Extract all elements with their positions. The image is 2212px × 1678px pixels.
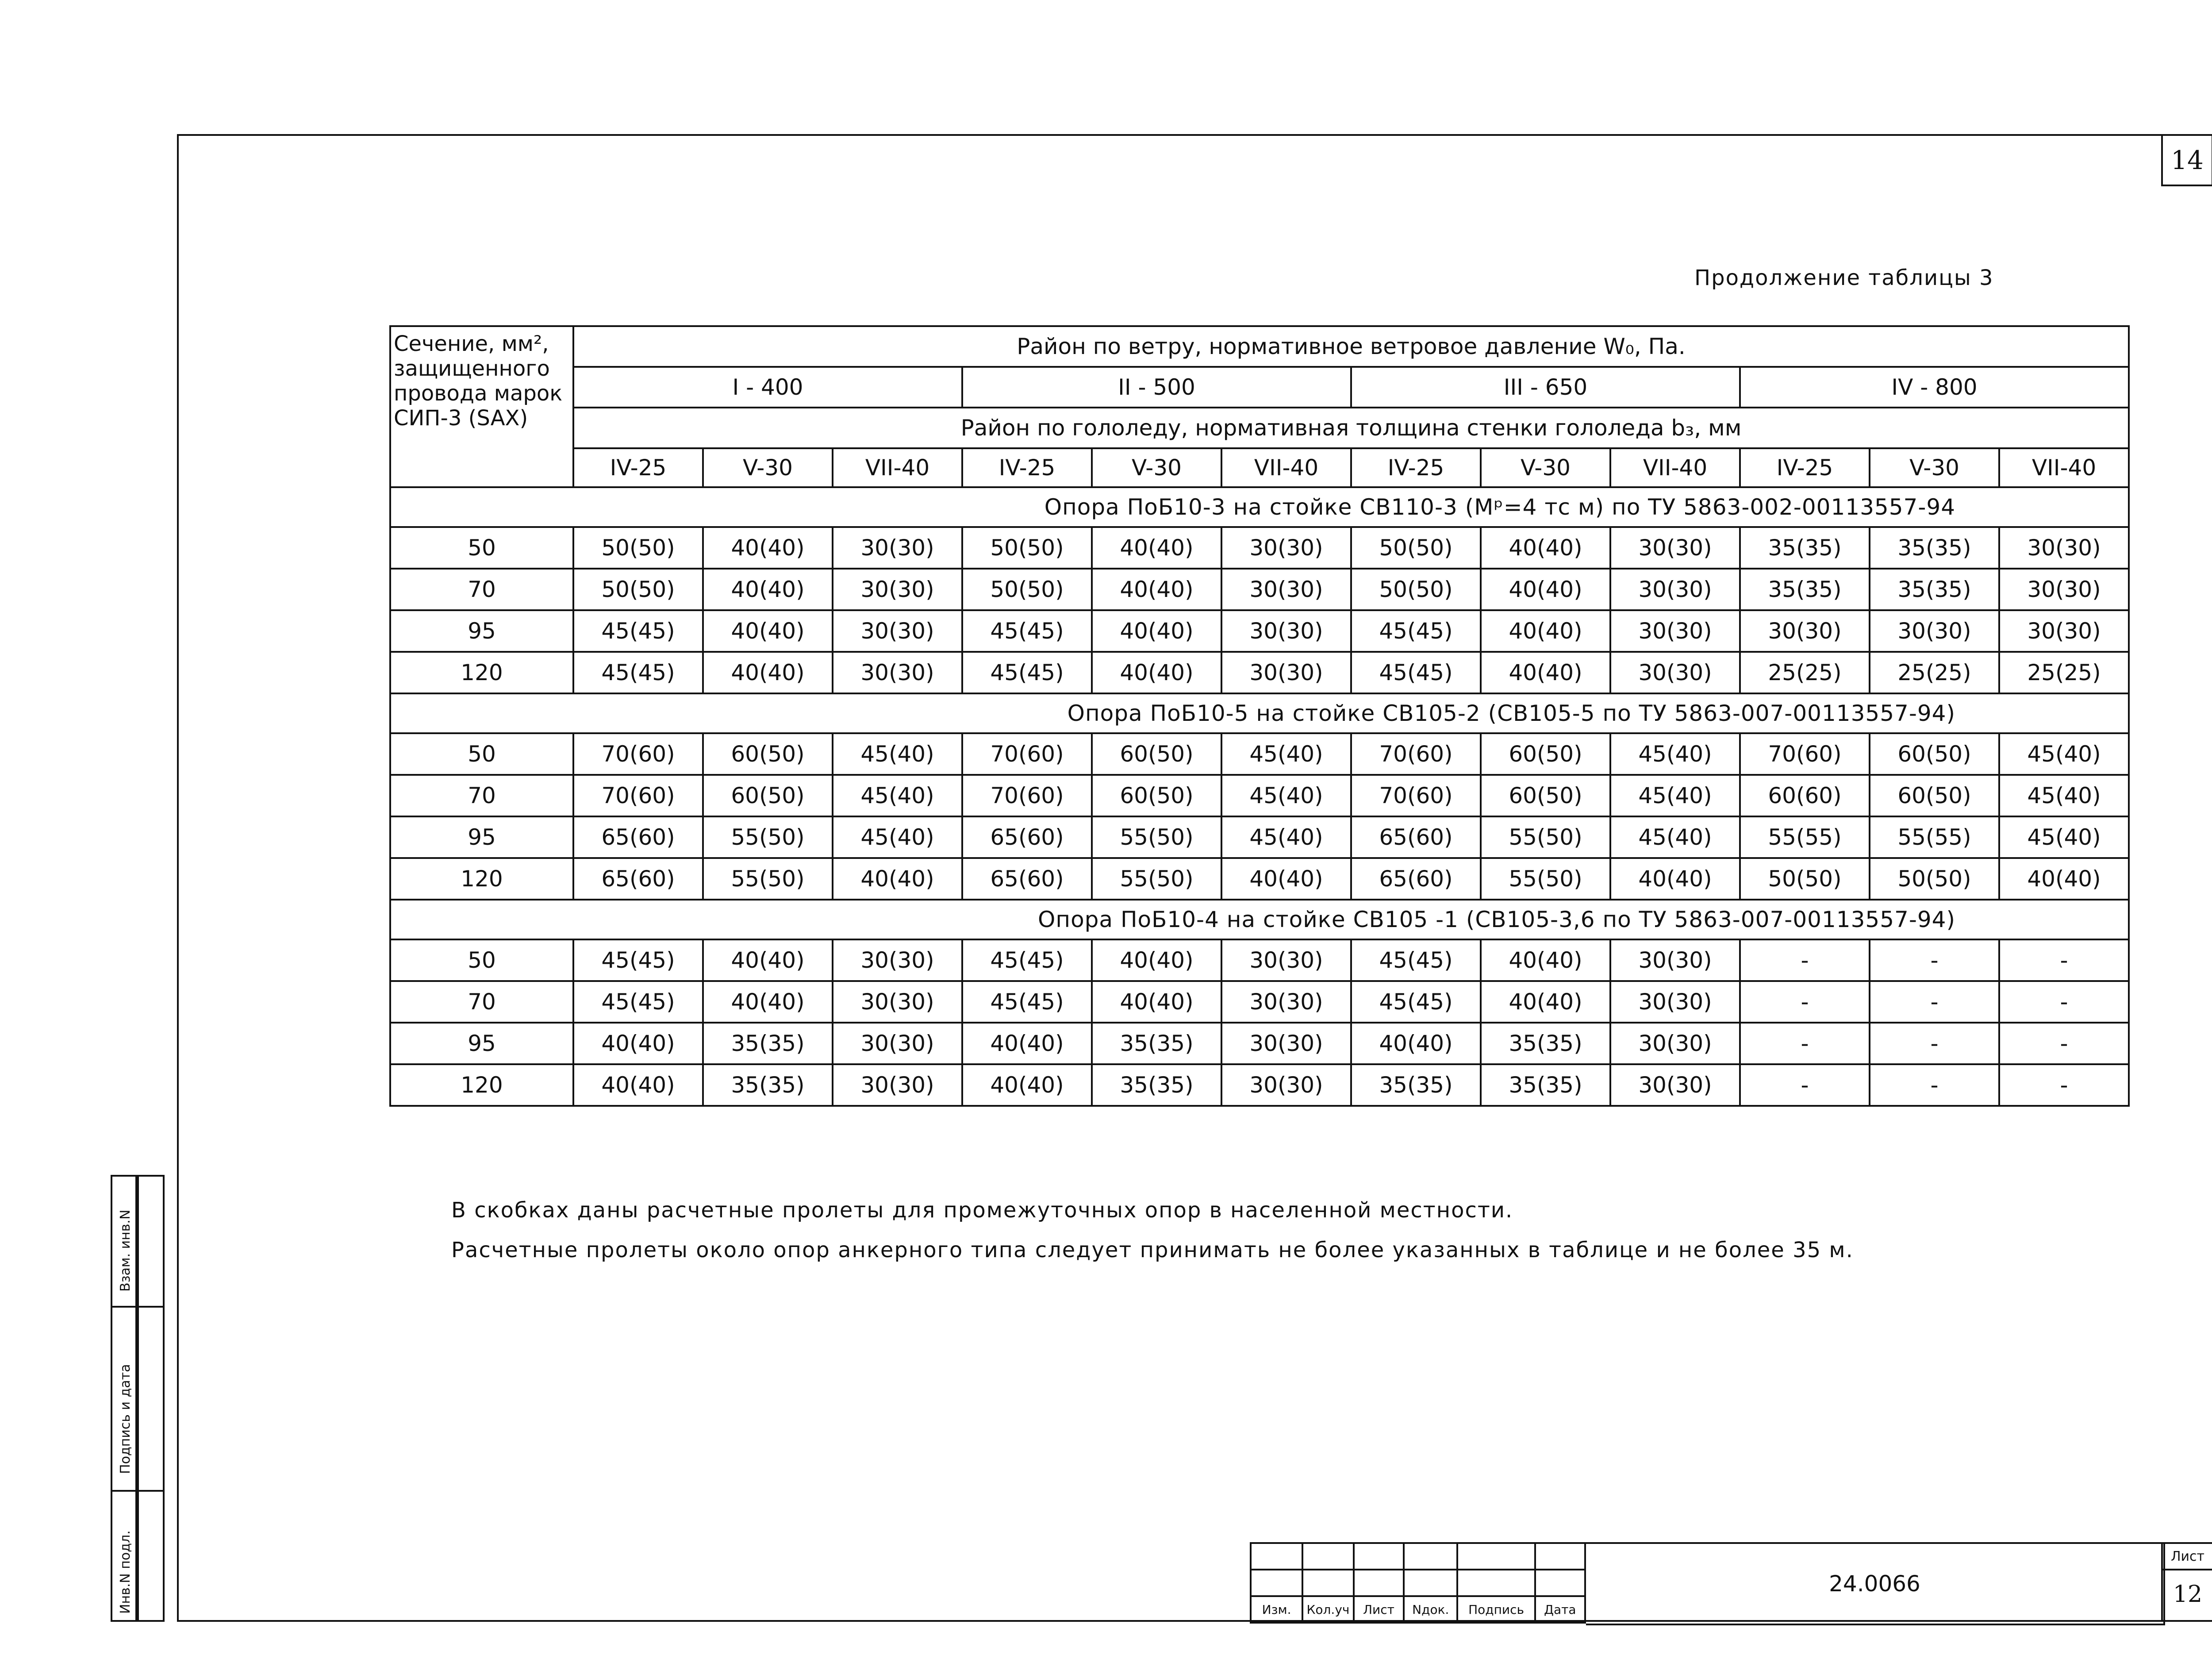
span-value: 35(35) bbox=[1481, 1064, 1610, 1106]
strip-cell bbox=[111, 1306, 137, 1492]
span-value: 40(40) bbox=[703, 652, 833, 693]
table-row bbox=[390, 652, 2129, 693]
span-value: 30(30) bbox=[1221, 1023, 1351, 1064]
support-section-title: Опора ПоБ10-5 на стойке СВ105-2 (СВ105-5 по ТУ 5863-007-00113557-94) bbox=[390, 693, 2129, 733]
span-value: 30(30) bbox=[1610, 527, 1740, 569]
span-value: 45(40) bbox=[1221, 816, 1351, 858]
span-value: 30(30) bbox=[833, 1023, 962, 1064]
span-value: 40(40) bbox=[703, 939, 833, 981]
span-value: 35(35) bbox=[1351, 1064, 1481, 1106]
span-value: 40(40) bbox=[703, 527, 833, 569]
span-value: 40(40) bbox=[833, 858, 962, 900]
span-value: 40(40) bbox=[1092, 981, 1221, 1023]
table-row bbox=[390, 816, 2129, 858]
span-value: 25(25) bbox=[1999, 652, 2129, 693]
strip-label-signature: Подпись и дата bbox=[118, 1364, 133, 1474]
span-value: 30(30) bbox=[1999, 610, 2129, 652]
span-value: 55(55) bbox=[1870, 816, 1999, 858]
cross-section-value: 120 bbox=[390, 858, 573, 900]
ice-district: V-30 bbox=[1870, 448, 1999, 487]
span-value: 35(35) bbox=[1870, 569, 1999, 610]
span-value: - bbox=[1740, 939, 1870, 981]
span-value: 60(50) bbox=[1092, 733, 1221, 775]
table-caption: Продолжение таблицы 3 bbox=[1694, 266, 1994, 290]
span-value: 30(30) bbox=[1610, 939, 1740, 981]
span-value: 30(30) bbox=[1221, 1064, 1351, 1106]
span-value: - bbox=[1740, 1064, 1870, 1106]
span-value: 45(45) bbox=[962, 981, 1092, 1023]
span-value: 30(30) bbox=[1870, 610, 1999, 652]
span-value: 60(50) bbox=[1481, 775, 1610, 816]
span-value: 55(50) bbox=[1092, 858, 1221, 900]
revision-column-label: Nдок. bbox=[1404, 1596, 1457, 1623]
support-section-title: Опора ПоБ10-3 на стойке СВ110-3 (Мᵖ=4 тс м) по ТУ 5863-002-00113557-94 bbox=[390, 487, 2129, 527]
table-row bbox=[390, 569, 2129, 610]
span-value: - bbox=[1999, 981, 2129, 1023]
span-value: 55(50) bbox=[1481, 858, 1610, 900]
ice-district: IV-25 bbox=[1351, 448, 1481, 487]
span-value: 60(50) bbox=[1481, 733, 1610, 775]
span-value: 40(40) bbox=[1999, 858, 2129, 900]
span-table bbox=[389, 325, 2130, 1107]
span-value: 55(50) bbox=[703, 858, 833, 900]
span-value: 65(60) bbox=[573, 858, 703, 900]
span-value: 60(50) bbox=[1870, 733, 1999, 775]
span-value: 45(45) bbox=[1351, 652, 1481, 693]
span-value: 45(40) bbox=[1610, 775, 1740, 816]
span-value: - bbox=[1870, 939, 1999, 981]
revision-column-label: Кол.уч bbox=[1302, 1596, 1354, 1623]
span-value: 50(50) bbox=[1740, 858, 1870, 900]
revision-column-label: Дата bbox=[1535, 1596, 1585, 1623]
span-value: 60(50) bbox=[1870, 775, 1999, 816]
span-value: 50(50) bbox=[962, 527, 1092, 569]
sheet-label: Лист bbox=[2163, 1544, 2212, 1570]
span-value: 30(30) bbox=[833, 939, 962, 981]
span-value: 60(50) bbox=[703, 775, 833, 816]
ice-district: VII-40 bbox=[833, 448, 962, 487]
wind-district: II - 500 bbox=[962, 367, 1351, 408]
span-value: 65(60) bbox=[573, 816, 703, 858]
span-value: 40(40) bbox=[703, 569, 833, 610]
span-value: 45(40) bbox=[1999, 775, 2129, 816]
span-value: 40(40) bbox=[1481, 527, 1610, 569]
span-value: 35(35) bbox=[703, 1023, 833, 1064]
span-value: 45(45) bbox=[1351, 939, 1481, 981]
span-value: 45(40) bbox=[833, 775, 962, 816]
span-value: 45(45) bbox=[573, 652, 703, 693]
table-row bbox=[390, 981, 2129, 1023]
span-value: 45(45) bbox=[573, 610, 703, 652]
ice-district: VII-40 bbox=[1221, 448, 1351, 487]
span-value: 50(50) bbox=[573, 569, 703, 610]
revision-column-label: Подпись bbox=[1457, 1596, 1535, 1623]
table-row bbox=[390, 733, 2129, 775]
span-value: 30(30) bbox=[1221, 652, 1351, 693]
ice-district: V-30 bbox=[1092, 448, 1221, 487]
strip-cell bbox=[111, 1175, 137, 1308]
span-value: 45(40) bbox=[833, 816, 962, 858]
span-value: 45(45) bbox=[962, 652, 1092, 693]
span-value: - bbox=[1999, 1023, 2129, 1064]
span-value: 45(45) bbox=[1351, 610, 1481, 652]
revision-grid bbox=[1250, 1542, 1586, 1624]
table-row bbox=[390, 939, 2129, 981]
span-value: 30(30) bbox=[1221, 527, 1351, 569]
span-value: 35(35) bbox=[1092, 1023, 1221, 1064]
strip-label-original: Инв.N подл. bbox=[118, 1530, 133, 1614]
span-value: 30(30) bbox=[1610, 1023, 1740, 1064]
ice-district: V-30 bbox=[703, 448, 833, 487]
note-line: Расчетные пролеты около опор анкерного типа следует принимать не более указанных в таблице и не более 35 м. bbox=[451, 1238, 1854, 1262]
strip-cell bbox=[137, 1175, 165, 1308]
wind-district: III - 650 bbox=[1351, 367, 1740, 408]
span-value: 45(45) bbox=[573, 939, 703, 981]
sheet-number: 12 bbox=[2173, 1581, 2203, 1608]
span-value: 40(40) bbox=[1092, 610, 1221, 652]
span-value: 30(30) bbox=[833, 569, 962, 610]
span-value: 35(35) bbox=[1740, 527, 1870, 569]
span-value: 50(50) bbox=[1351, 527, 1481, 569]
ice-district: VII-40 bbox=[1610, 448, 1740, 487]
table-row bbox=[390, 1023, 2129, 1064]
span-value: 45(40) bbox=[1610, 816, 1740, 858]
span-value: 70(60) bbox=[573, 775, 703, 816]
span-value: 40(40) bbox=[962, 1023, 1092, 1064]
span-value: 35(35) bbox=[703, 1064, 833, 1106]
binding-strip bbox=[111, 1175, 176, 1622]
cross-section-value: 70 bbox=[390, 981, 573, 1023]
strip-cell bbox=[137, 1306, 165, 1492]
span-value: 65(60) bbox=[1351, 858, 1481, 900]
span-value: 40(40) bbox=[1610, 858, 1740, 900]
span-value: 45(40) bbox=[1221, 733, 1351, 775]
span-value: 50(50) bbox=[962, 569, 1092, 610]
table-row bbox=[390, 527, 2129, 569]
span-value: 45(40) bbox=[1999, 733, 2129, 775]
page-number: 14 bbox=[2161, 134, 2212, 186]
span-value: 45(45) bbox=[962, 939, 1092, 981]
ice-district: IV-25 bbox=[573, 448, 703, 487]
span-value: 50(50) bbox=[573, 527, 703, 569]
span-value: 70(60) bbox=[1351, 775, 1481, 816]
span-value: 55(50) bbox=[703, 816, 833, 858]
span-value: 35(35) bbox=[1740, 569, 1870, 610]
table-row bbox=[390, 1064, 2129, 1106]
strip-label-replacement: Взам. инв.N bbox=[118, 1209, 133, 1292]
table-row bbox=[390, 858, 2129, 900]
span-value: 40(40) bbox=[1351, 1023, 1481, 1064]
span-value: 25(25) bbox=[1870, 652, 1999, 693]
span-value: 45(40) bbox=[1610, 733, 1740, 775]
span-value: 40(40) bbox=[703, 610, 833, 652]
cross-section-value: 95 bbox=[390, 816, 573, 858]
span-value: 45(40) bbox=[1221, 775, 1351, 816]
span-value: 35(35) bbox=[1481, 1023, 1610, 1064]
span-value: 40(40) bbox=[1481, 569, 1610, 610]
span-value: 30(30) bbox=[833, 981, 962, 1023]
cross-section-header: Сечение, мм², защищенного провода марок СИП-3 (SAX) bbox=[390, 326, 573, 487]
span-value: 40(40) bbox=[1092, 527, 1221, 569]
span-value: 55(55) bbox=[1740, 816, 1870, 858]
wind-district: I - 400 bbox=[573, 367, 962, 408]
span-value: 40(40) bbox=[1221, 858, 1351, 900]
span-value: 40(40) bbox=[703, 981, 833, 1023]
wind-district-header: Район по ветру, нормативное ветровое давление W₀, Па. bbox=[573, 326, 2129, 367]
span-value: 50(50) bbox=[1870, 858, 1999, 900]
span-value: 45(45) bbox=[962, 610, 1092, 652]
table-row bbox=[390, 610, 2129, 652]
ice-district: IV-25 bbox=[962, 448, 1092, 487]
cross-section-value: 120 bbox=[390, 1064, 573, 1106]
cross-section-value: 50 bbox=[390, 939, 573, 981]
span-value: 30(30) bbox=[1221, 939, 1351, 981]
span-value: 25(25) bbox=[1740, 652, 1870, 693]
span-value: - bbox=[1870, 981, 1999, 1023]
ice-district: IV-25 bbox=[1740, 448, 1870, 487]
revision-column-label: Лист bbox=[1354, 1596, 1404, 1623]
span-value: 30(30) bbox=[1221, 981, 1351, 1023]
span-value: 40(40) bbox=[573, 1023, 703, 1064]
span-value: 55(50) bbox=[1481, 816, 1610, 858]
title-block bbox=[1250, 1542, 2212, 1622]
span-value: 70(60) bbox=[1351, 733, 1481, 775]
span-value: - bbox=[1740, 1023, 1870, 1064]
cross-section-value: 50 bbox=[390, 527, 573, 569]
span-value: 30(30) bbox=[1999, 527, 2129, 569]
strip-cell bbox=[111, 1490, 137, 1622]
span-value: 45(40) bbox=[833, 733, 962, 775]
span-value: 40(40) bbox=[573, 1064, 703, 1106]
span-value: 40(40) bbox=[1481, 939, 1610, 981]
revision-column-label: Изм. bbox=[1251, 1596, 1302, 1623]
span-value: 30(30) bbox=[1610, 569, 1740, 610]
span-value: 55(50) bbox=[1092, 816, 1221, 858]
span-value: 70(60) bbox=[962, 775, 1092, 816]
span-value: 40(40) bbox=[1092, 569, 1221, 610]
cross-section-value: 50 bbox=[390, 733, 573, 775]
support-section-title: Опора ПоБ10-4 на стойке СВ105 -1 (СВ105-3,6 по ТУ 5863-007-00113557-94) bbox=[390, 900, 2129, 939]
table-row bbox=[390, 775, 2129, 816]
span-value: 65(60) bbox=[1351, 816, 1481, 858]
sheet-box bbox=[2161, 1542, 2212, 1622]
span-value: 65(60) bbox=[962, 858, 1092, 900]
cross-section-value: 95 bbox=[390, 610, 573, 652]
span-value: 45(45) bbox=[573, 981, 703, 1023]
span-value: 30(30) bbox=[1610, 981, 1740, 1023]
wind-district: IV - 800 bbox=[1740, 367, 2129, 408]
span-value: 40(40) bbox=[1481, 652, 1610, 693]
span-value: 70(60) bbox=[1740, 733, 1870, 775]
span-value: 60(50) bbox=[703, 733, 833, 775]
document-code: 24.0066 bbox=[1586, 1542, 2165, 1625]
cross-section-value: 95 bbox=[390, 1023, 573, 1064]
span-value: 40(40) bbox=[1481, 981, 1610, 1023]
span-value: - bbox=[1870, 1064, 1999, 1106]
span-value: - bbox=[1870, 1023, 1999, 1064]
cross-section-value: 70 bbox=[390, 775, 573, 816]
span-value: 40(40) bbox=[962, 1064, 1092, 1106]
span-value: 50(50) bbox=[1351, 569, 1481, 610]
span-value: 35(35) bbox=[1092, 1064, 1221, 1106]
span-value: 30(30) bbox=[1610, 1064, 1740, 1106]
span-value: 30(30) bbox=[1610, 652, 1740, 693]
span-value: 30(30) bbox=[833, 1064, 962, 1106]
span-value: 30(30) bbox=[1610, 610, 1740, 652]
span-value: 30(30) bbox=[833, 610, 962, 652]
cross-section-value: 120 bbox=[390, 652, 573, 693]
span-value: 30(30) bbox=[833, 527, 962, 569]
span-value: - bbox=[1999, 939, 2129, 981]
span-value: 40(40) bbox=[1092, 939, 1221, 981]
span-value: 30(30) bbox=[1999, 569, 2129, 610]
ice-district-header: Район по гололеду, нормативная толщина стенки гололеда b₃, мм bbox=[573, 408, 2129, 448]
strip-cell bbox=[137, 1490, 165, 1622]
span-value: 30(30) bbox=[1740, 610, 1870, 652]
notes bbox=[451, 1190, 1854, 1270]
cross-section-value: 70 bbox=[390, 569, 573, 610]
span-value: 30(30) bbox=[833, 652, 962, 693]
ice-district: VII-40 bbox=[1999, 448, 2129, 487]
span-value: 70(60) bbox=[573, 733, 703, 775]
span-value: 60(60) bbox=[1740, 775, 1870, 816]
span-value: 40(40) bbox=[1092, 652, 1221, 693]
span-value: 35(35) bbox=[1870, 527, 1999, 569]
span-value: 30(30) bbox=[1221, 569, 1351, 610]
span-value: - bbox=[1999, 1064, 2129, 1106]
span-value: 60(50) bbox=[1092, 775, 1221, 816]
span-value: - bbox=[1740, 981, 1870, 1023]
span-value: 40(40) bbox=[1481, 610, 1610, 652]
span-value: 70(60) bbox=[962, 733, 1092, 775]
span-value: 30(30) bbox=[1221, 610, 1351, 652]
span-value: 45(45) bbox=[1351, 981, 1481, 1023]
note-line: В скобках даны расчетные пролеты для промежуточных опор в населенной местности. bbox=[451, 1198, 1513, 1223]
ice-district: V-30 bbox=[1481, 448, 1610, 487]
span-value: 45(40) bbox=[1999, 816, 2129, 858]
span-value: 65(60) bbox=[962, 816, 1092, 858]
